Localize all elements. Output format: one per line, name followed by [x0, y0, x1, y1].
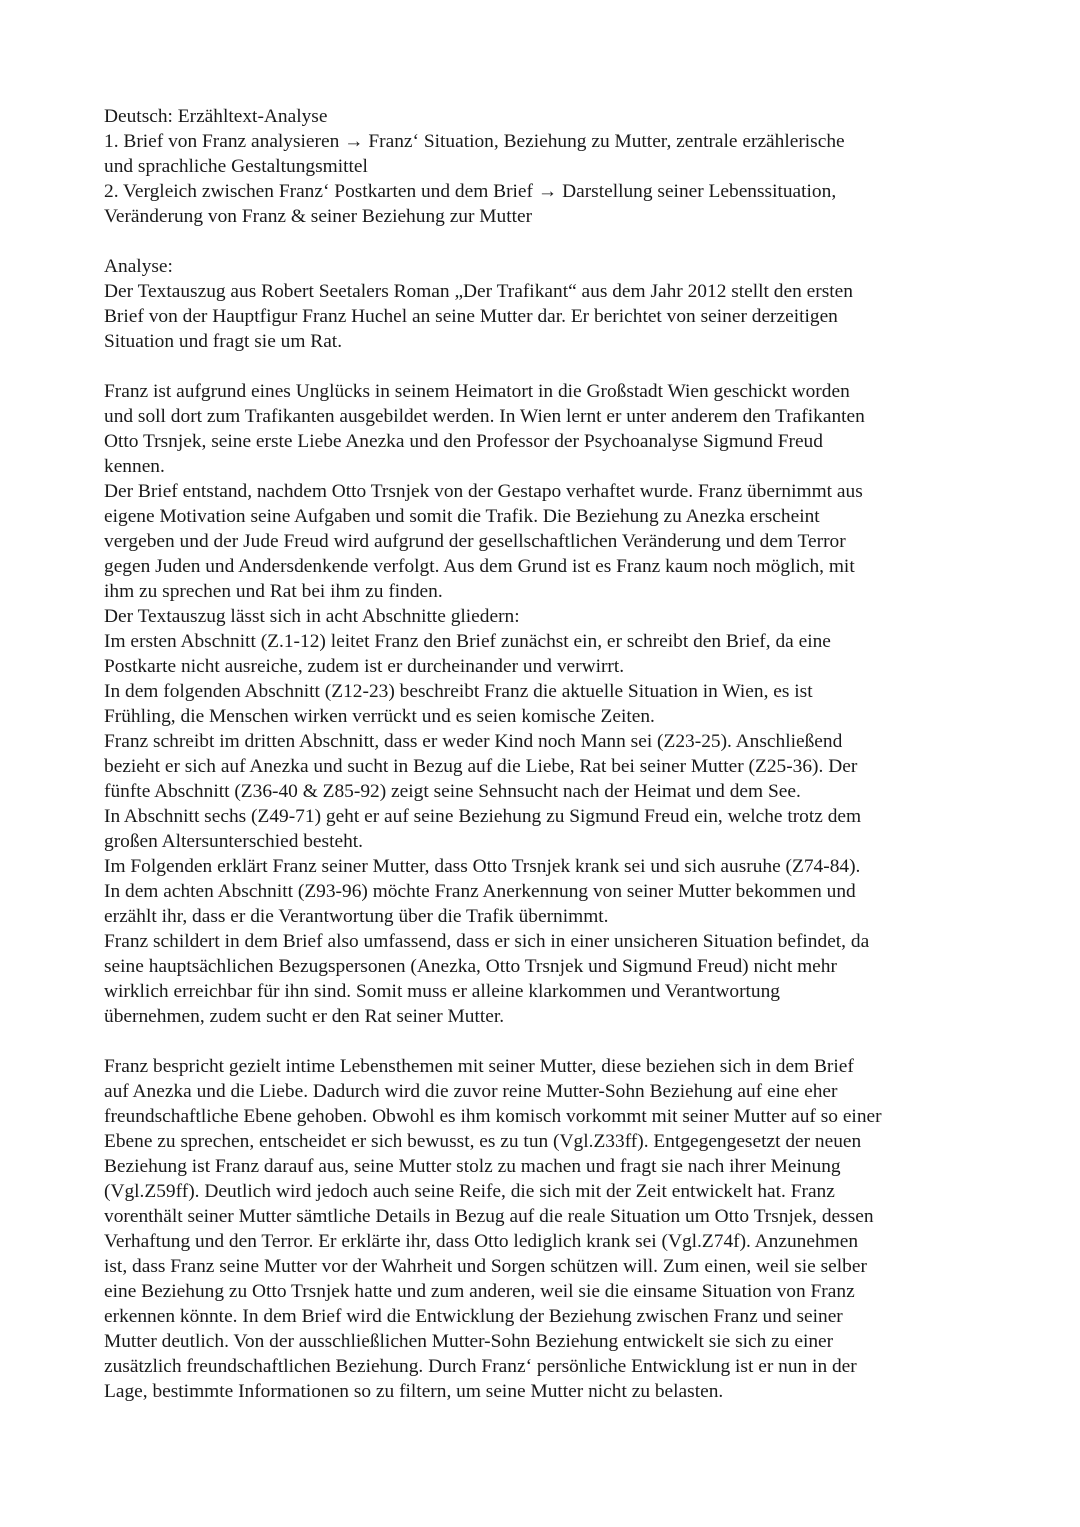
text-line: Otto Trsnjek, seine erste Liebe Anezka und den Professor der Psychoanalyse Sigmund Freud	[104, 431, 823, 452]
text-line: Lage, bestimmte Informationen so zu filtern, um seine Mutter nicht zu belasten.	[104, 1381, 724, 1402]
analysis-heading: Analyse:	[104, 256, 173, 277]
text-line: zusätzlich freundschaftlichen Beziehung. Durch Franz‘ persönliche Entwicklung ist er nun in der	[104, 1356, 857, 1377]
text-line: erkennen könnte. In dem Brief wird die Entwicklung der Beziehung zwischen Franz und seiner	[104, 1306, 843, 1327]
text-line: gegen Juden und Andersdenkende verfolgt. Aus dem Grund ist es Franz kaum noch möglich, mit	[104, 556, 855, 577]
task-2-line: 2. Vergleich zwischen Franz‘ Postkarten und dem Brief → Darstellung seiner Lebenssituation,	[104, 181, 837, 202]
task-2	[104, 179, 1004, 229]
text-line: In Abschnitt sechs (Z49-71) geht er auf seine Beziehung zu Sigmund Freud ein, welche trotz dem	[104, 806, 862, 827]
analysis-body	[104, 379, 1004, 1029]
text-line: Franz ist aufgrund eines Unglücks in seinem Heimatort in die Großstadt Wien geschickt worden	[104, 381, 850, 402]
text-line: Mutter deutlich. Von der ausschließlichen Mutter-Sohn Beziehung entwickelt sie sich zu einer	[104, 1331, 834, 1352]
document-page	[104, 104, 1004, 1404]
task-1	[104, 129, 1004, 179]
text-line: Frühling, die Menschen wirken verrückt und es seien komische Zeiten.	[104, 706, 655, 727]
text-line: In dem folgenden Abschnitt (Z12-23) beschreibt Franz die aktuelle Situation in Wien, es ist	[104, 681, 813, 702]
text-line: Der Textauszug lässt sich in acht Abschnitte gliedern:	[104, 606, 520, 627]
paragraph-gap	[104, 229, 1004, 254]
text-line: Im Folgenden erklärt Franz seiner Mutter, dass Otto Trsnjek krank sei und sich ausruhe (Z74-84).	[104, 856, 861, 877]
text-line: und soll dort zum Trafikanten ausgebildet werden. In Wien lernt er unter anderem den Trafikanten	[104, 406, 865, 427]
text-line: vorenthält seiner Mutter sämtliche Details in Bezug auf die reale Situation um Otto Trsnjek, dessen	[104, 1206, 874, 1227]
text-line: auf Anezka und die Liebe. Dadurch wird die zuvor reine Mutter-Sohn Beziehung auf eine eher	[104, 1081, 838, 1102]
document-title: Deutsch: Erzähltext-Analyse	[104, 106, 328, 127]
text-line: übernehmen, zudem sucht er den Rat seiner Mutter.	[104, 1006, 505, 1027]
text-line: Ebene zu sprechen, entscheidet er sich bewusst, es zu tun (Vgl.Z33ff). Entgegengesetzt der neuen	[104, 1131, 862, 1152]
paragraph-gap	[104, 354, 1004, 379]
intro-paragraph	[104, 279, 1004, 354]
task-1-line: 1. Brief von Franz analysieren → Franz‘ Situation, Beziehung zu Mutter, zentrale erzählerische	[104, 131, 845, 152]
text-line: freundschaftliche Ebene gehoben. Obwohl es ihm komisch vorkommt mit seiner Mutter auf so einer	[104, 1106, 882, 1127]
text-line: vergeben und der Jude Freud wird aufgrund der gesellschaftlichen Veränderung und dem Terror	[104, 531, 846, 552]
relationship-paragraph	[104, 1054, 1004, 1404]
text-line: Franz schreibt im dritten Abschnitt, dass er weder Kind noch Mann sei (Z23-25). Anschließend	[104, 731, 843, 752]
text-line: bezieht er sich auf Anezka und sucht in Bezug auf die Liebe, Rat bei seiner Mutter (Z25-36). Der	[104, 756, 858, 777]
text-line: Situation und fragt sie um Rat.	[104, 331, 343, 352]
paragraph-gap	[104, 1029, 1004, 1054]
text-line: großen Altersunterschied besteht.	[104, 831, 364, 852]
text-line: eigene Motivation seine Aufgaben und somit die Trafik. Die Beziehung zu Anezka erscheint	[104, 506, 820, 527]
text-line: (Vgl.Z59ff). Deutlich wird jedoch auch seine Reife, die sich mit der Zeit entwickelt hat. Franz	[104, 1181, 835, 1202]
text-line: Der Brief entstand, nachdem Otto Trsnjek von der Gestapo verhaftet wurde. Franz übernimmt aus	[104, 481, 863, 502]
text-line: kennen.	[104, 456, 165, 477]
text-line: Beziehung ist Franz darauf aus, seine Mutter stolz zu machen und fragt sie nach ihrer Meinung	[104, 1156, 841, 1177]
text-line: Der Textauszug aus Robert Seetalers Roman „Der Trafikant“ aus dem Jahr 2012 stellt den ersten	[104, 281, 853, 302]
text-line: Franz bespricht gezielt intime Lebensthemen mit seiner Mutter, diese beziehen sich in dem Brief	[104, 1056, 854, 1077]
text-line: Brief von der Hauptfigur Franz Huchel an seine Mutter dar. Er berichtet von seiner derzeitigen	[104, 306, 838, 327]
task-2-line: Veränderung von Franz & seiner Beziehung zur Mutter	[104, 206, 533, 227]
text-line: eine Beziehung zu Otto Trsnjek hatte und zum anderen, weil sie die einsame Situation von Franz	[104, 1281, 855, 1302]
task-1-line: und sprachliche Gestaltungsmittel	[104, 156, 368, 177]
text-line: Franz schildert in dem Brief also umfassend, dass er sich in einer unsicheren Situation befindet, da	[104, 931, 870, 952]
text-line: In dem achten Abschnitt (Z93-96) möchte Franz Anerkennung von seiner Mutter bekommen und	[104, 881, 856, 902]
text-line: erzählt ihr, dass er die Verantwortung über die Trafik übernimmt.	[104, 906, 609, 927]
text-line: seine hauptsächlichen Bezugspersonen (Anezka, Otto Trsnjek und Sigmund Freud) nicht mehr	[104, 956, 837, 977]
text-line: wirklich erreichbar für ihn sind. Somit muss er alleine klarkommen und Verantwortung	[104, 981, 781, 1002]
text-line: fünfte Abschnitt (Z36-40 & Z85-92) zeigt seine Sehnsucht nach der Heimat und dem See.	[104, 781, 801, 802]
text-line: Postkarte nicht ausreiche, zudem ist er durcheinander und verwirrt.	[104, 656, 625, 677]
text-line: ihm zu sprechen und Rat bei ihm zu finden.	[104, 581, 443, 602]
text-line: Verhaftung und den Terror. Er erklärte ihr, dass Otto lediglich krank sei (Vgl.Z74f). Anzunehmen	[104, 1231, 859, 1252]
text-line: Im ersten Abschnitt (Z.1-12) leitet Franz den Brief zunächst ein, er schreibt den Brief, da eine	[104, 631, 831, 652]
text-line: ist, dass Franz seine Mutter vor der Wahrheit und Sorgen schützen will. Zum einen, weil sie selber	[104, 1256, 867, 1277]
